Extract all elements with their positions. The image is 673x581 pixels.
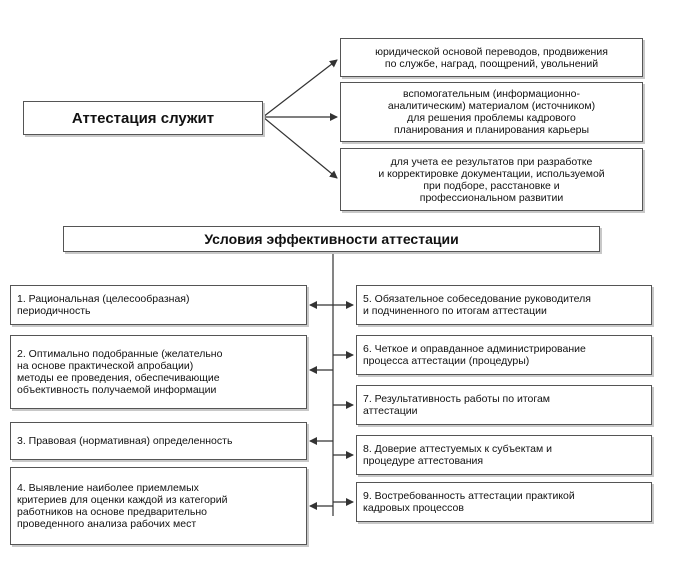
arrow-to-purpose-1 — [263, 60, 337, 117]
condition-text-6: 6. Четкое и оправданное администрирование процесса аттестации (процедуры) — [363, 343, 586, 367]
condition-box-4 — [10, 467, 307, 545]
condition-text-5: 5. Обязательное собеседование руководителя и подчиненного по итогам аттестации — [363, 293, 591, 317]
condition-box-9 — [356, 482, 652, 522]
condition-box-3 — [10, 422, 307, 460]
purpose-text-3: для учета ее результатов при разработке и корректировке документации, используемой при подборе, расстановке и профессиональном развитии — [378, 155, 605, 204]
conditions-title-box — [63, 226, 600, 252]
condition-text-2: 2. Оптимально подобранные (желательно на основе практической апробации) методы ее проведения, обеспечивающие объективность получаемой информации — [17, 348, 223, 396]
condition-box-1 — [10, 285, 307, 325]
condition-box-8 — [356, 435, 652, 475]
condition-text-4: 4. Выявление наиболее приемлемых критериев для оценки каждой из категорий работников на основе предварительно проведенного анализа рабочих мест — [17, 482, 228, 530]
condition-text-7: 7. Результативность работы по итогам аттестации — [363, 393, 551, 417]
condition-text-8: 8. Доверие аттестуемых к субъектам и процедуре аттестования — [363, 443, 552, 467]
purpose-box-2 — [340, 82, 643, 142]
condition-box-2 — [10, 335, 307, 409]
condition-text-1: 1. Рациональная (целесообразная) периодичность — [17, 293, 190, 317]
purpose-text-2: вспомогательным (информационно- аналитическим) материалом (источником) для решения проблемы кадрового планирования и планирования карьеры — [387, 88, 596, 136]
purpose-box-3 — [340, 148, 643, 211]
attestation-purpose-box — [23, 101, 263, 135]
condition-box-7 — [356, 385, 652, 425]
condition-text-3: 3. Правовая (нормативная) определенность — [17, 435, 233, 447]
condition-box-6 — [356, 335, 652, 375]
condition-box-5 — [356, 285, 652, 325]
attestation-purpose-label: Аттестация служит — [71, 109, 215, 127]
purpose-text-1: юридической основой переводов, продвижения по службе, наград, поощрений, увольнений — [375, 45, 608, 70]
conditions-title: Условия эффективности аттестации — [204, 231, 459, 247]
purpose-box-1 — [340, 38, 643, 77]
arrow-to-purpose-3 — [263, 117, 337, 178]
condition-text-9: 9. Востребованность аттестации практикой кадровых процессов — [363, 490, 575, 514]
